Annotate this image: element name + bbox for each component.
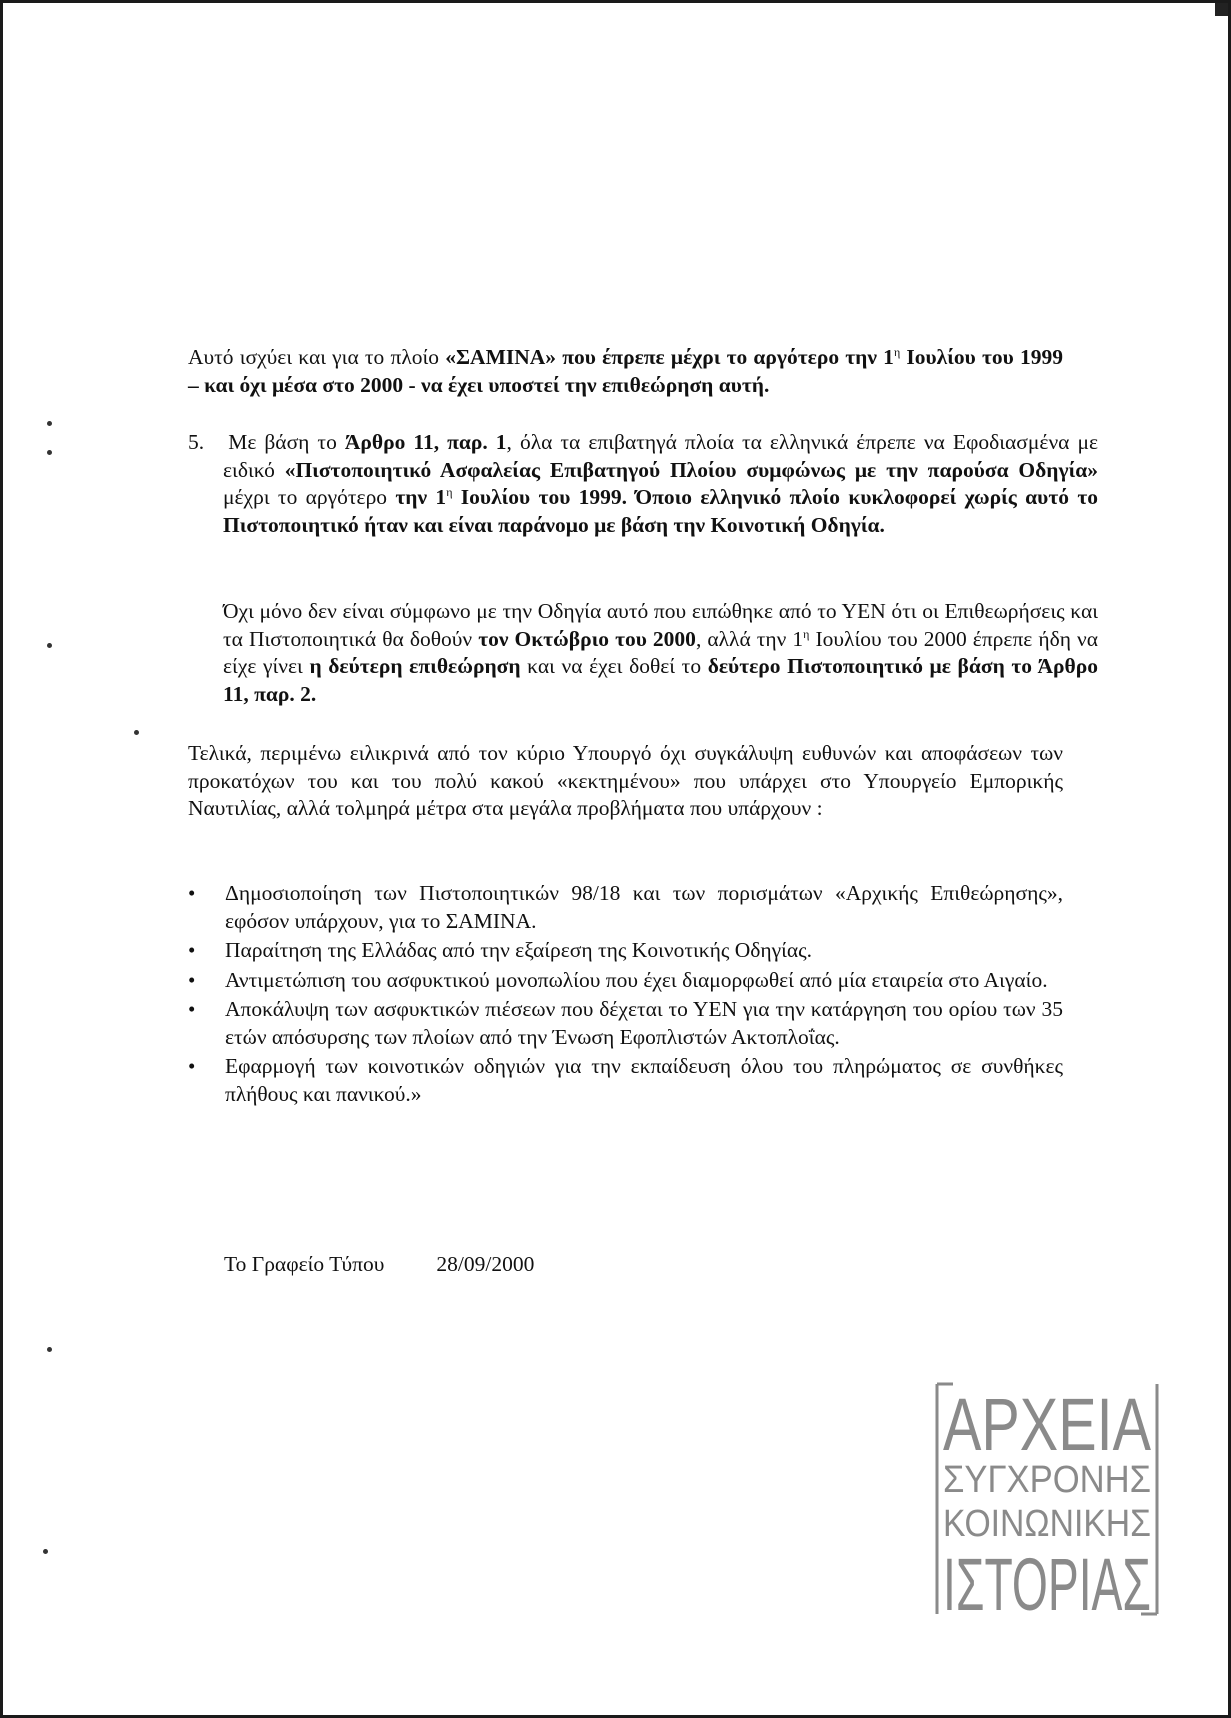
stamp-line-3: ΚΟΙΝΩΝΙΚΗΣ: [943, 1503, 1151, 1545]
item5-text-3: μέχρι το αργότερο: [223, 485, 396, 509]
list-item: [188, 996, 1063, 1051]
paragraph-final: [188, 740, 1063, 823]
paragraph-item-5: [188, 429, 1098, 539]
samina-bold-2: Ιουλίου του 1999 – και όχι μέσα στο 2000 - να έχει υποστεί την επιθεώρηση αυτή.: [188, 345, 1064, 397]
list-item: [188, 880, 1063, 935]
item5-bold-2: «Πιστοποιητικό Ασφαλείας Επιβατηγού Πλοίου συμφώνως με την παρούσα Οδηγία»: [284, 457, 1098, 482]
item5-bold-1: Άρθρο 11, παρ. 1: [344, 430, 507, 454]
bullet-icon: •: [188, 1054, 196, 1078]
document-date: 28/09/2000: [436, 1252, 535, 1276]
bullet-icon: •: [188, 938, 196, 962]
item5-text-2: , όλα τα επιβατηγά πλοία τα ελληνικά έπρεπε να Εφοδιασμένα με ειδικό: [223, 430, 1099, 482]
list-item-text: Δημοσιοποίηση των Πιστοποιητικών 98/18 και των πορισμάτων «Αρχικής Επιθεώρησης», εφόσον υπάρχουν, για το ΣΑΜΙΝΑ.: [225, 881, 1063, 933]
final-text: Τελικά, περιμένω ειλικρινά από τον κύριο Υπουργό όχι συγκάλυψη ευθυνών και αποφάσεων των προκατόχων του και του πολύ κακού «κεκτημένου» που υπάρχει στο Υπουργείο Εμπορικής Ναυτιλίας, αλλά τολμηρά μέτρα στα μεγάλα προβλήματα που υπάρχουν :: [188, 741, 1063, 820]
demands-list: [188, 880, 1063, 1108]
list-item-text: Αποκάλυψη των ασφυκτικών πιέσεων που δέχεται το ΥΕΝ για την κατάργηση του ορίου των 35 ετών απόσυρσης των πλοίων από την Ένωση Εφοπλιστών Ακτοπλοΐας.: [225, 997, 1063, 1049]
archive-stamp-logo: [933, 1378, 1161, 1626]
scan-speck: [47, 1347, 52, 1352]
demands-list-block: [188, 880, 1063, 1110]
item5-superscript: η: [446, 485, 453, 499]
yen-text-3: Ιουλίου του 2000 έπρεπε ήδη να είχε γίνει: [223, 626, 1099, 678]
stamp-line-4: ΙΣΤΟΡΙΑΣ: [943, 1543, 1151, 1626]
item5-text-1: Με βάση το: [228, 430, 345, 454]
samina-text: Αυτό ισχύει και για το πλοίο: [188, 345, 446, 369]
list-item-text: Εφαρμογή των κοινοτικών οδηγιών για την εκπαίδευση όλου του πληρώματος σε συνθήκες πλήθους και πανικού.»: [225, 1054, 1063, 1106]
list-item: [188, 967, 1063, 995]
scan-speck: [47, 450, 52, 455]
yen-text-2: , αλλά την 1: [695, 626, 804, 651]
list-item: [188, 937, 1063, 965]
bullet-icon: •: [188, 967, 196, 992]
list-item: [188, 1053, 1063, 1108]
samina-superscript: η: [893, 345, 901, 359]
item-number: 5.: [188, 430, 205, 454]
yen-text-1: Όχι μόνο δεν είναι σύμφωνο με την Οδηγία αυτό που ειπώθηκε από το ΥΕΝ ότι οι Επιθεωρήσεις και τα Πιστοποιητικά θα δοθούν: [223, 599, 1098, 651]
scan-speck: [47, 643, 52, 648]
paragraph-samina: [188, 344, 1063, 399]
yen-text-4: και να έχει δοθεί το: [520, 654, 708, 678]
bullet-icon: •: [188, 997, 196, 1021]
press-office: Το Γραφείο Τύπου: [224, 1252, 385, 1276]
corner-mark: [1215, 3, 1228, 16]
paragraph-yen: [188, 598, 1098, 708]
list-item-text: Αντιμετώπιση του ασφυκτικού μονοπωλίου που έχει διαμορφωθεί από μία εταιρεία στο Αιγαίο.: [225, 967, 1048, 992]
scan-speck: [43, 1549, 48, 1554]
scan-speck: [47, 421, 52, 426]
yen-bold-3: δεύτερο Πιστοποιητικό με βάση το Άρθρο 11, παρ. 2.: [223, 654, 1098, 706]
samina-bold-1: «ΣΑΜΙΝΑ» που έπρεπε μέχρι το αργότερο την 1: [445, 345, 894, 369]
list-item-text: Παραίτηση της Ελλάδας από την εξαίρεση της Κοινοτικής Οδηγίας.: [225, 938, 813, 962]
yen-bold-2: η δεύτερη επιθεώρηση: [309, 654, 521, 678]
scan-speck: [134, 730, 139, 735]
stamp-line-1: ΑΡΧΕΙΑ: [943, 1383, 1152, 1466]
stamp-line-2: ΣΥΓΧΡΟΝΗΣ: [943, 1459, 1151, 1501]
yen-bold-1: τον Οκτώβριο του 2000: [478, 626, 696, 651]
item5-bold-3: την 1: [395, 485, 447, 509]
item5-bold-4: Ιουλίου του 1999. Όποιο ελληνικό πλοίο κυκλοφορεί χωρίς αυτό το Πιστοποιητικό ήταν και είναι παράνομο με βάση την Κοινοτική Οδηγία.: [223, 485, 1098, 537]
bullet-icon: •: [188, 881, 196, 905]
yen-superscript: η: [803, 626, 810, 641]
signature-line: [224, 1252, 534, 1277]
